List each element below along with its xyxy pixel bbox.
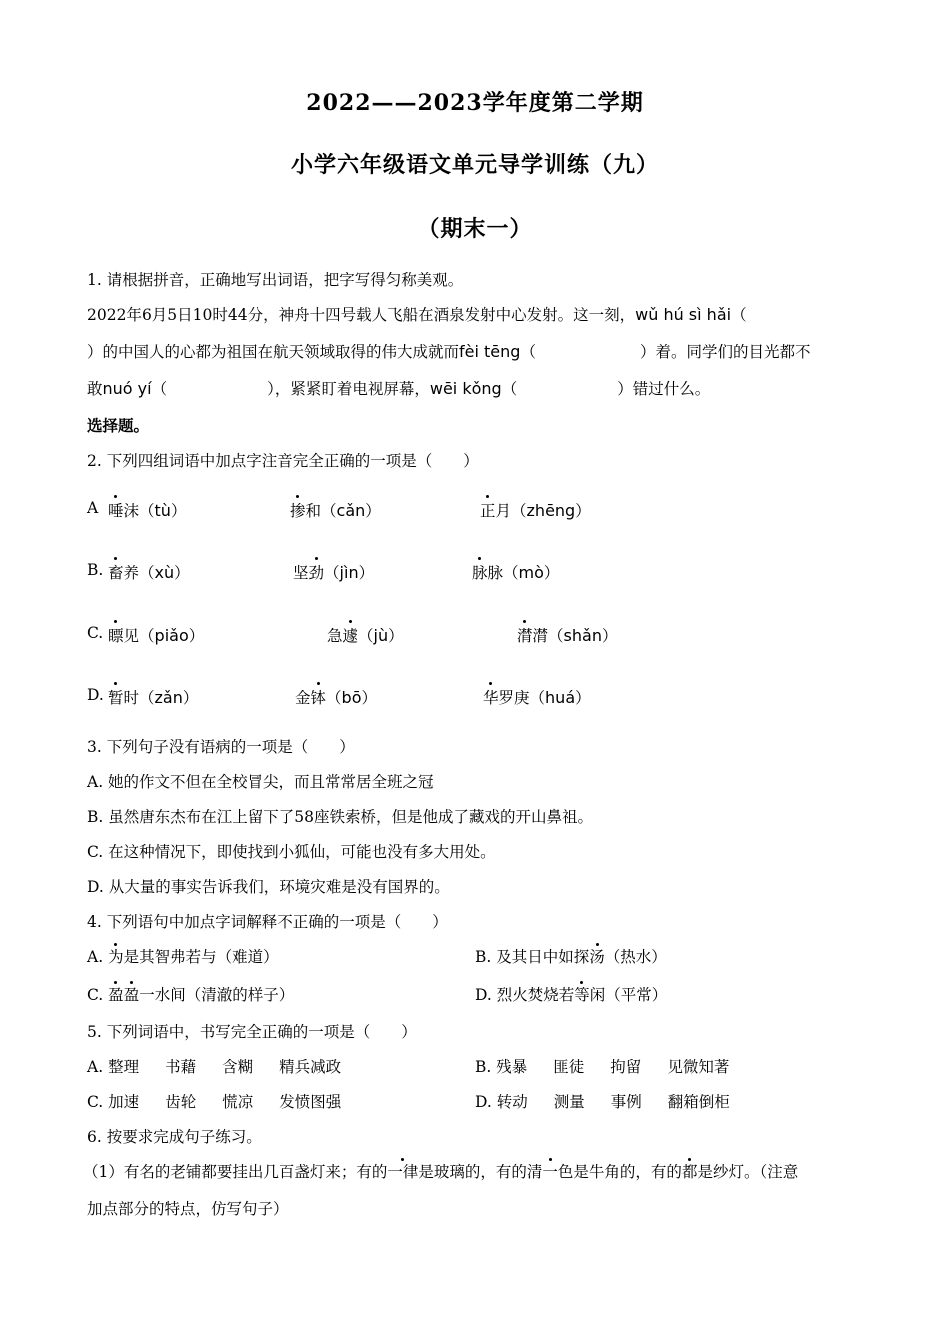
q2-option-label[interactable]: B. — [87, 561, 104, 579]
title-sub: （期末一） — [417, 216, 533, 242]
q3-option-c[interactable]: C. 在这种情况下，即使找到小狐仙，可能也没有多大用处。 — [87, 843, 496, 861]
q4-option-a[interactable]: A. 为是其智弗若与（难道） — [87, 948, 279, 966]
pinyin: tù — [154, 501, 171, 520]
pinyin-1: wǔ hú sì hǎi — [635, 305, 732, 324]
pinyin: huá — [545, 688, 576, 707]
q3-option-b[interactable]: B. 虽然唐东杰布在江上留下了58座铁索桥，但是他成了藏戏的开山鼻祖。 — [87, 808, 593, 826]
q6-stem: 6. 按要求完成句子练习。 — [87, 1128, 262, 1146]
q2-word: 急遽（jù） — [327, 626, 404, 645]
q4-option-c[interactable]: C. 盈盈一水间（清澈的样子） — [87, 986, 295, 1004]
dotted-char: 清一色 — [526, 1163, 574, 1181]
q2-word: 坚劲（jìn） — [293, 563, 375, 582]
dotted-char: 劲 — [309, 561, 325, 583]
q2-word: 唾沫（tù） — [108, 501, 187, 520]
q4-option-b[interactable]: B. 及其日中如探汤（热水） — [475, 948, 667, 966]
pinyin: jìn — [339, 563, 359, 582]
q1-line1: 2022年6月5日10时44分，神舟十四号载人飞船在酒泉发射中心发射。这一刻，wǔ hú sì hǎi（ — [87, 305, 747, 324]
dotted-char: 脉 — [472, 561, 488, 583]
q2-word: 潸潸（shǎn） — [517, 626, 618, 645]
dotted-char: 一律 — [387, 1163, 419, 1181]
title-year: 2022——2023学年度第二学期 — [306, 90, 644, 116]
q2-word: 瞟见（piǎo） — [108, 626, 205, 645]
dotted-char: 都 — [681, 1163, 698, 1181]
q3-option-a[interactable]: A. 她的作文不但在全校冒尖，而且常常居全班之冠 — [87, 773, 434, 791]
q2-word: 暂时（zǎn） — [108, 688, 199, 707]
dotted-char: 等 — [574, 986, 590, 1004]
q2-word: 畜养（xù） — [108, 563, 190, 582]
dotted-char: 遽 — [343, 624, 359, 646]
q3-stem: 3. 下列句子没有语病的一项是（ ） — [87, 738, 355, 756]
q5-option-a[interactable]: A. 整理 书藉 含糊 精兵减政 — [87, 1058, 342, 1076]
q2-word: 华罗庚（huá） — [483, 688, 591, 707]
pinyin: piǎo — [154, 626, 189, 645]
q5-option-b[interactable]: B. 残暴 匪徒 拘留 见微知著 — [475, 1058, 730, 1076]
q4-option-d[interactable]: D. 烈火焚烧若等闲（平常） — [475, 986, 668, 1004]
q2-option-label[interactable]: D. — [87, 686, 104, 704]
q2-option-label[interactable]: C. — [87, 624, 104, 642]
dotted-char: 盈 — [123, 986, 140, 1004]
dotted-char: 汤 — [589, 948, 605, 966]
dotted-char: 钵 — [311, 686, 327, 708]
q2-word: 金钵（bō） — [295, 688, 378, 707]
q5-option-c[interactable]: C. 加速 齿轮 慌凉 发愤图强 — [87, 1093, 342, 1111]
pinyin: jù — [373, 626, 389, 645]
dotted-char: 华 — [483, 686, 499, 708]
dotted-char: 为 — [108, 948, 124, 966]
dotted-char: 畜 — [108, 561, 124, 583]
q2-word: 脉脉（mò） — [472, 563, 560, 582]
dotted-char: 唾 — [108, 499, 124, 521]
pinyin: shǎn — [563, 626, 602, 645]
dotted-char: 盈 — [108, 986, 124, 1004]
q4-stem: 4. 下列语句中加点字词解释不正确的一项是（ ） — [87, 913, 448, 931]
pinyin-4: wēi kǒng — [429, 379, 502, 398]
q5-option-d[interactable]: D. 转动 测量 事例 翻箱倒柜 — [475, 1093, 730, 1111]
q2-word: 掺和（cǎn） — [290, 501, 381, 520]
pinyin: zǎn — [154, 688, 183, 707]
pinyin: bō — [341, 688, 362, 707]
pinyin: mò — [518, 563, 544, 582]
q2-option-label[interactable]: A — [87, 499, 99, 517]
q1-stem: 1. 请根据拼音，正确地写出词语，把字写得匀称美观。 — [87, 271, 464, 289]
dotted-char: 潸 — [517, 624, 533, 646]
dotted-char: 暂 — [108, 686, 124, 708]
section-heading: 选择题。 — [87, 416, 150, 435]
title-main: 小学六年级语文单元导学训练（九） — [290, 152, 659, 178]
q1-line3: 敢nuó yí（ ），紧紧盯着电视屏幕，wēi kǒng（ ）错过什么。 — [87, 379, 711, 398]
pinyin: cǎn — [336, 501, 366, 520]
q2-word: 正月（zhēng） — [480, 501, 591, 520]
dotted-char: 正 — [480, 499, 496, 521]
pinyin-3: nuó yí — [102, 379, 152, 398]
pinyin: zhēng — [526, 501, 576, 520]
q2-stem: 2. 下列四组词语中加点字注音完全正确的一项是（ ） — [87, 452, 479, 470]
q1-line2: ）的中国人的心都为祖国在航天领域取得的伟大成就而fèi tēng（ ）着。同学们的目光都不 — [87, 342, 811, 361]
pinyin-2: fèi tēng — [459, 342, 521, 361]
pinyin: xù — [154, 563, 175, 582]
q6-instruction: 加点部分的特点，仿写句子） — [87, 1200, 289, 1218]
dotted-char: 掺 — [290, 499, 306, 521]
q5-stem: 5. 下列词语中，书写完全正确的一项是（ ） — [87, 1023, 417, 1041]
q3-option-d[interactable]: D. 从大量的事实告诉我们，环境灾难是没有国界的。 — [87, 878, 450, 896]
dotted-char: 瞟 — [108, 624, 124, 646]
q6-sentence: （1）有名的老铺都要挂出几百盏灯来；有的一律是玻璃的，有的清一色是牛角的，有的都是纱灯。（注意 — [83, 1163, 799, 1181]
